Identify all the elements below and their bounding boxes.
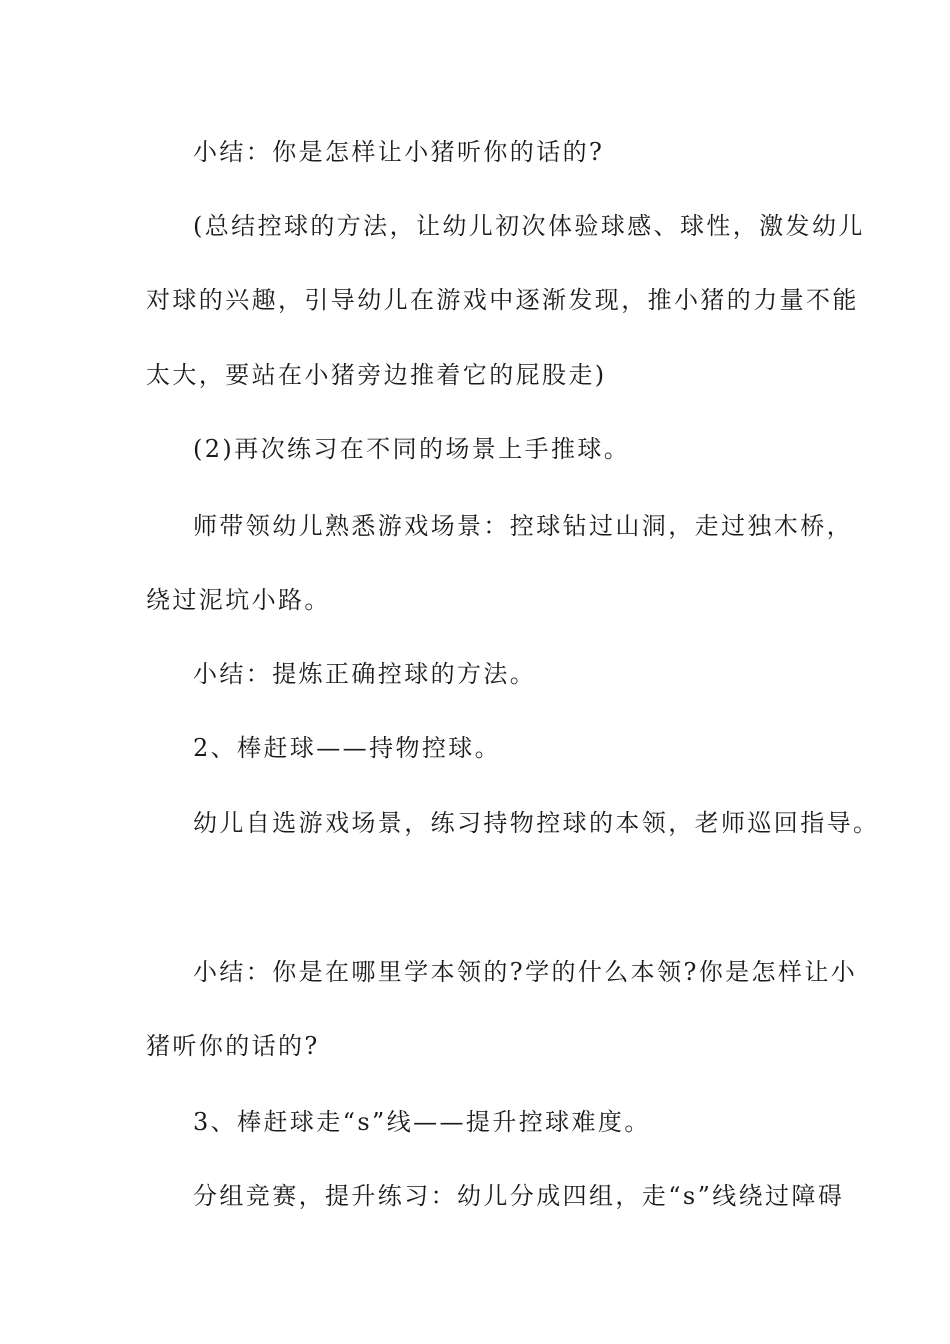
text-line-6: 师带领幼儿熟悉游戏场景：控球钻过山洞，走过独木桥， (193, 512, 853, 540)
text-line-7: 绕过泥坑小路。 (146, 586, 331, 614)
text-line-1: 小结：你是怎样让小猪听你的话的? (193, 138, 605, 166)
text-line-8: 小结：提炼正确控球的方法。 (193, 660, 537, 688)
text-line-9: 2、棒赶球——持物控球。 (193, 734, 502, 762)
text-line-11: 小结：你是在哪里学本领的?学的什么本领?你是怎样让小 (193, 958, 858, 986)
text-line-5: (2)再次练习在不同的场景上手推球。 (193, 435, 631, 463)
text-line-12: 猪听你的话的? (146, 1032, 320, 1060)
text-line-2: (总结控球的方法，让幼儿初次体验球感、球性，激发幼儿 (193, 212, 865, 240)
text-line-14: 分组竞赛，提升练习：幼儿分成四组，走“s”线绕过障碍 (193, 1182, 845, 1210)
text-line-4: 太大，要站在小猪旁边推着它的屁股走) (146, 361, 607, 389)
text-line-3: 对球的兴趣，引导幼儿在游戏中逐渐发现，推小猪的力量不能 (146, 286, 859, 314)
text-line-13: 3、棒赶球走“s”线——提升控球难度。 (193, 1108, 651, 1136)
text-line-10: 幼儿自选游戏场景，练习持物控球的本领，老师巡回指导。 (193, 809, 880, 837)
